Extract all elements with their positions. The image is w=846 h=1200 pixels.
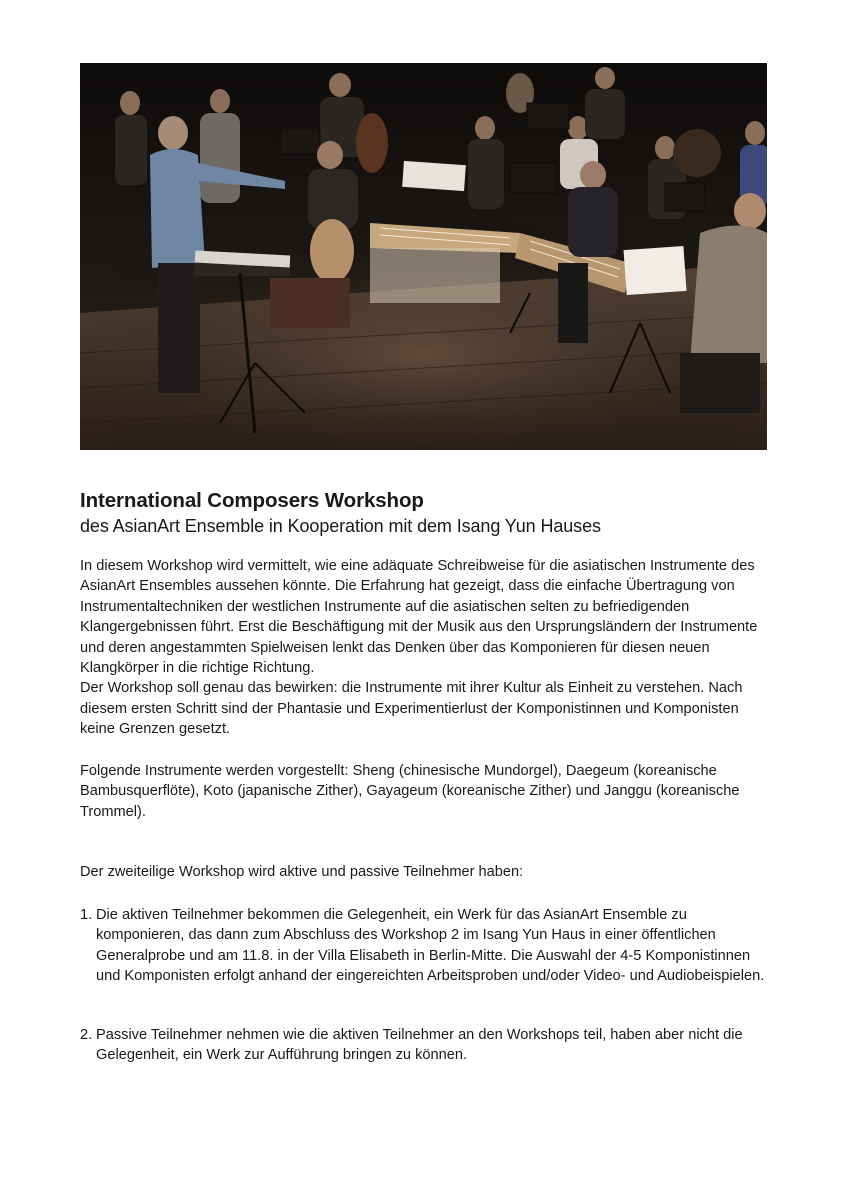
list-number: 1. — [80, 907, 93, 923]
participant-list-1 — [80, 905, 770, 987]
participants-intro: Der zweiteilige Workshop wird aktive und passive Teilnehmer haben: — [80, 864, 524, 880]
list-item — [80, 905, 770, 987]
list-item-text: Die aktiven Teilnehmer bekommen die Gelegenheit, ein Werk für das AsianArt Ensemble zu komponieren, das dann zum Abschluss des Workshop 2 im Isang Yun Haus in einer öffentlichen Generalprobe und am 11.8. in der Villa Elisabeth in Berlin-Mitte. Die Auswahl der 4-5 Komponistinnen und Komponisten erfolgt anhand der eingereichten Arbeitsproben und/oder Video- und Audiobeispielen. — [96, 907, 765, 985]
intro-text: In diesem Workshop wird vermittelt, wie eine adäquate Schreibweise für die asiatischen Instrumente des AsianArt Ensembles aussehen könnte. Die Erfahrung hat gezeigt, dass die einfache Übertragung von Instrumentaltechniken der westlichen Instrumente auf die asiatischen selten zu befriedigenden Klangergebnissen führt. Erst die Beschäftigung mit der Musik aus den Ursprungsländern der Instrumente und deren angestammten Spielweisen lenkt das Denken über das Komponieren für diesen neuen Klangkörper in die richtige Richtung. — [80, 558, 758, 677]
list-item-text: Passive Teilnehmer nehmen wie die aktiven Teilnehmer an den Workshops teil, haben aber nicht die Gelegenheit, ein Werk zur Aufführung bringen zu können. — [96, 1027, 743, 1064]
page-subtitle: des AsianArt Ensemble in Kooperation mit dem Isang Yun Hauses — [80, 516, 601, 536]
ensemble-rehearsal-photo — [80, 63, 767, 450]
page-title: International Composers Workshop — [80, 489, 424, 512]
instruments-paragraph: Folgende Instrumente werden vorgestellt: Sheng (chinesische Mundorgel), Daegeum (koreanische Bambusquerflöte), Koto (japanische Zither), Gayageum (koreanische Zither) und Janggu (koreanische Trommel). — [80, 763, 740, 820]
list-number: 2. — [80, 1027, 93, 1043]
intro-text-continued: Der Workshop soll genau das bewirken: die Instrumente mit ihrer Kultur als Einheit zu verstehen. Nach diesem ersten Schritt sind der Phantasie und Experimentierlust der Komponistinnen und Komponisten keine Grenzen gesetzt. — [80, 680, 743, 738]
intro-paragraph — [80, 556, 770, 740]
list-item — [80, 1025, 770, 1066]
participant-list-2 — [80, 1025, 770, 1066]
